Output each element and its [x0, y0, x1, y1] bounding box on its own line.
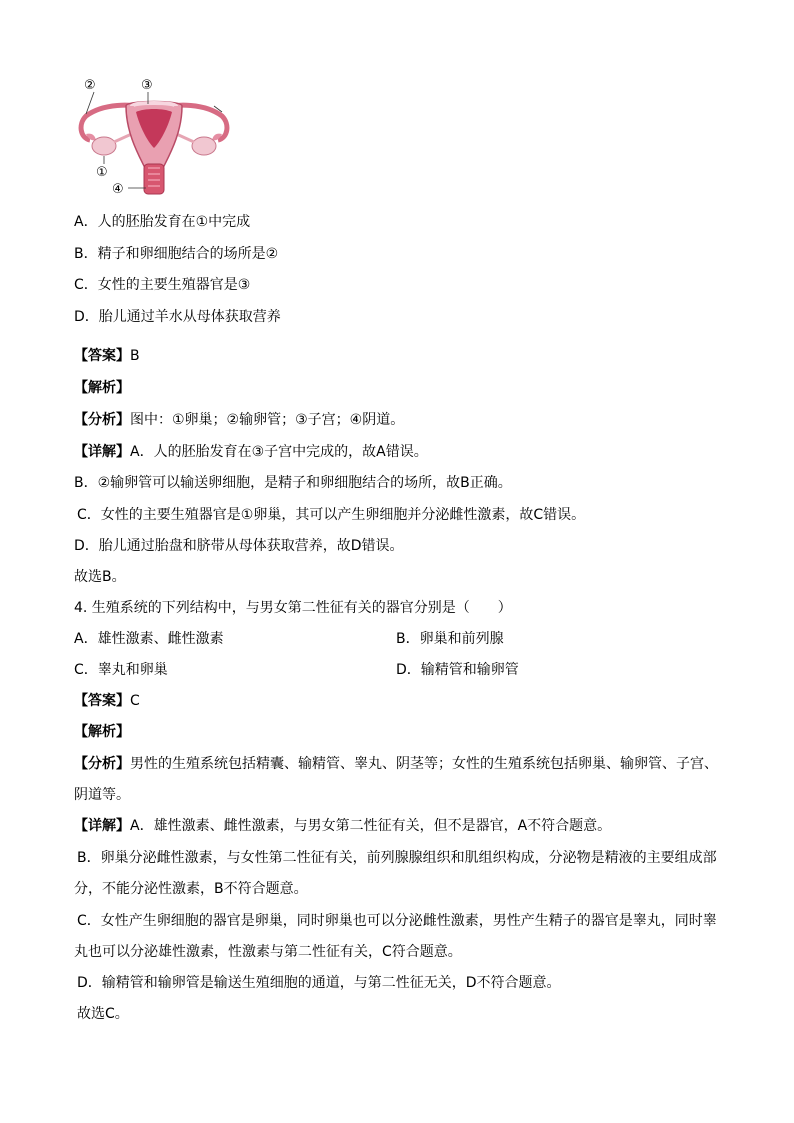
q4-option-c: C．睾丸和卵巢 [74, 662, 168, 678]
q4-conclusion: 故选C。 [77, 1006, 129, 1022]
q4-xiangjie [74, 816, 611, 836]
q4-fenxi-line2: 阴道等。 [74, 787, 130, 803]
q4-explain-c2: 丸也可以分泌雄性激素，性激素与第二性征有关，C符合题意。 [74, 944, 462, 960]
q3-xiangjie [74, 442, 428, 462]
right-ovary [192, 137, 216, 155]
q3-explain-d: D．胎儿通过胎盘和脐带从母体获取营养，故D错误。 [74, 538, 404, 554]
q4-xiangjie-a: A．雄性激素、雌性激素，与男女第二性征有关，但不是器官，A不符合题意。 [130, 818, 612, 834]
q4-option-b: B．卵巢和前列腺 [396, 631, 504, 647]
q4-option-a: A．雄性激素、雌性激素 [74, 631, 224, 647]
q3-option-a: A．人的胚胎发育在①中完成 [74, 214, 251, 230]
q4-explain-b2: 分，不能分泌性激素，B不符合题意。 [74, 881, 308, 897]
q3-xiangjie-a: A．人的胚胎发育在③子宫中完成的，故A错误。 [130, 444, 428, 460]
q4-fenxi-tag: 【分析】 [74, 756, 130, 772]
q4-explain-b1: B．卵巢分泌雌性激素，与女性第二性征有关，前列腺腺组织和肌组织构成，分泌物是精液的主要组成部 [77, 850, 717, 866]
q4-answer [74, 691, 140, 711]
q4-answer-value: C [130, 693, 140, 709]
q4-analysis-tag: 【解析】 [74, 724, 130, 740]
q3-answer-tag: 【答案】 [74, 348, 130, 364]
label-one: ① [96, 165, 108, 180]
reproductive-system-figure [74, 72, 234, 200]
q3-fenxi-tag: 【分析】 [74, 412, 130, 428]
q3-xiangjie-tag: 【详解】 [74, 444, 130, 460]
label-three: ③ [141, 78, 153, 93]
q3-fenxi [74, 410, 404, 430]
q3-explain-b: B．②输卵管可以输送卵细胞，是精子和卵细胞结合的场所，故B正确。 [74, 475, 512, 491]
q3-answer [74, 346, 140, 366]
label-four: ④ [112, 182, 124, 197]
q4-stem: 4. 生殖系统的下列结构中，与男女第二性征有关的器官分别是（ ） [74, 600, 512, 616]
uterus-diagram [74, 72, 234, 200]
q4-answer-tag: 【答案】 [74, 693, 130, 709]
q4-explain-d: D．输精管和输卵管是输送生殖细胞的通道，与第二性征无关，D不符合题意。 [77, 975, 561, 991]
q3-option-c: C．女性的主要生殖器官是③ [74, 277, 251, 293]
q3-option-b: B．精子和卵细胞结合的场所是② [74, 246, 279, 262]
q4-explain-c1: C．女性产生卵细胞的器官是卵巢，同时卵巢也可以分泌雌性激素，男性产生精子的器官是睾丸，同时睾 [77, 913, 717, 929]
q3-conclusion: 故选B。 [74, 569, 126, 585]
q4-fenxi [74, 754, 718, 774]
q4-fenxi-line1: 男性的生殖系统包括精囊、输精管、睾丸、阴茎等；女性的生殖系统包括卵巢、输卵管、子宫、 [130, 756, 718, 772]
q3-answer-value: B [130, 348, 140, 364]
q4-option-d: D．输精管和输卵管 [396, 662, 519, 678]
q3-explain-c: C．女性的主要生殖器官是①卵巢，其可以产生卵细胞并分泌雌性激素，故C错误。 [77, 507, 586, 523]
label-two: ② [84, 78, 96, 93]
q3-analysis-tag: 【解析】 [74, 380, 130, 396]
left-ovary [92, 137, 116, 155]
q3-option-d: D．胎儿通过羊水从母体获取营养 [74, 309, 281, 325]
q3-fenxi-text: 图中：①卵巢；②输卵管；③子宫；④阴道。 [130, 412, 405, 428]
q4-xiangjie-tag: 【详解】 [74, 818, 130, 834]
